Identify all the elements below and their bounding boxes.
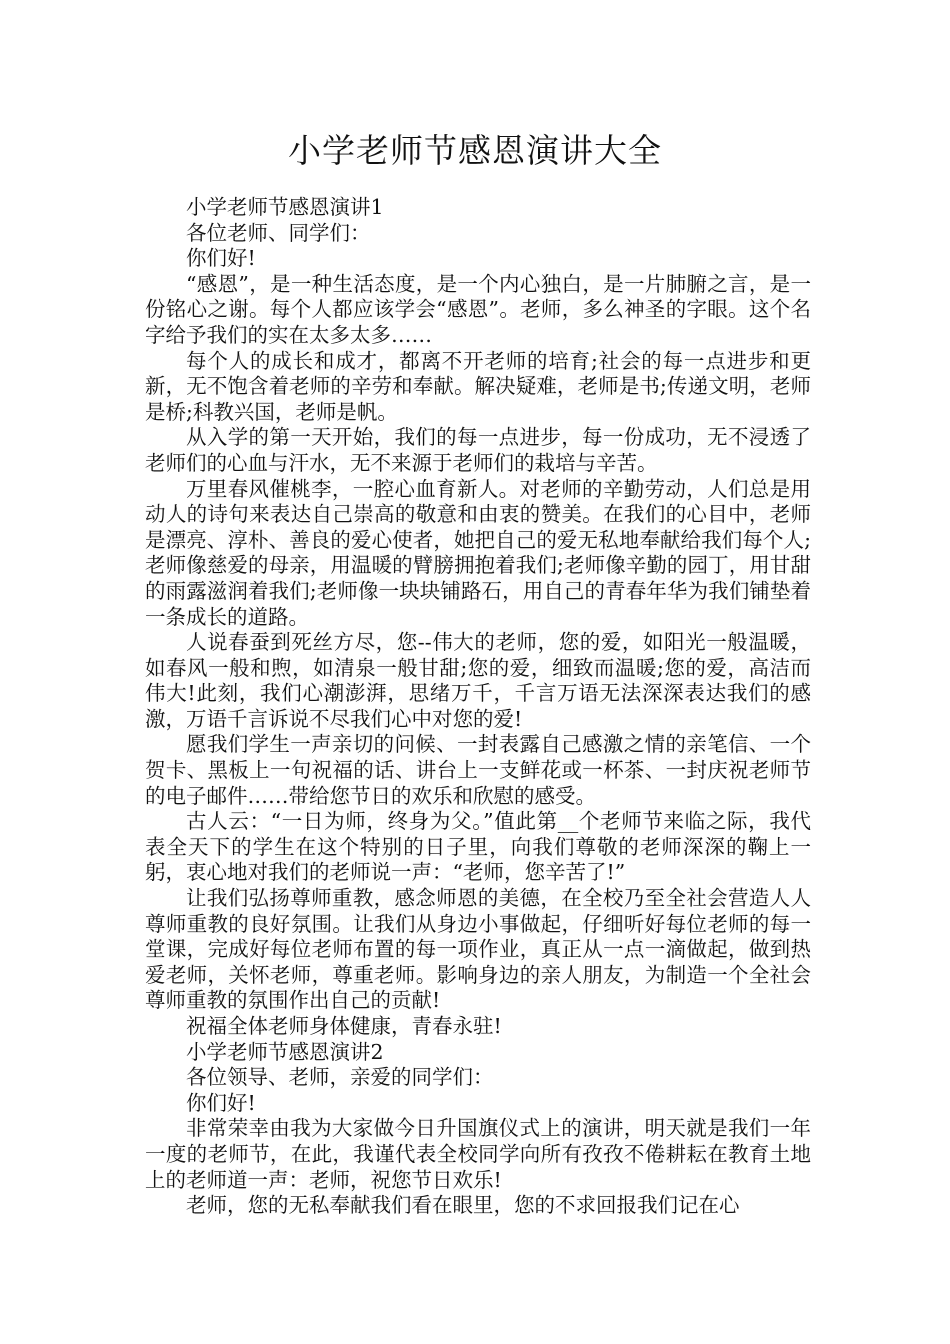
paragraph: 你们好! bbox=[186, 1090, 256, 1115]
paragraph: 祝福全体老师身体健康，青春永驻! bbox=[186, 1014, 502, 1038]
paragraph: 每个人的成长和成才，都离不开老师的培育;社会的每一点进步和更新，无不饱含着老师的辛劳和奉献。解决疑难，老师是书;传递文明，老师是桥;科教兴国，老师是帆。 bbox=[145, 348, 811, 424]
paragraph: 人说春蚕到死丝方尽，您--伟大的老师，您的爱，如阳光一般温暖，如春风一般和煦，如清泉一般甘甜;您的爱，细致而温暖;您的爱，高洁而伟大!此刻，我们心潮澎湃，思绪万千，千言万语无法深深表达我们的感激，万语千言诉说不尽我们心中对您的爱! bbox=[145, 630, 811, 731]
paragraph: 万里春风催桃李，一腔心血育新人。对老师的辛勤劳动，人们总是用动人的诗句来表达自己崇高的敬意和由衷的赞美。在我们的心目中，老师是漂亮、淳朴、善良的爱心使者，她把自己的爱无私地奉献给我们每个人;老师像慈爱的母亲，用温暖的臂膀拥抱着我们;老师像辛勤的园丁，用甘甜的雨露滋润着我们;老师像一块块铺路石，用自己的青春年华为我们铺垫着一条成长的道路。 bbox=[145, 476, 811, 629]
paragraph: 非常荣幸由我为大家做今日升国旗仪式上的演讲，明天就是我们一年一度的老师节，在此，我谨代表全校同学向所有孜孜不倦耕耘在教育土地上的老师道一声：老师，祝您节日欢乐! bbox=[145, 1116, 811, 1192]
paragraph: 从入学的第一天开始，我们的每一点进步，每一份成功，无不浸透了老师们的心血与汗水，无不来源于老师们的栽培与辛苦。 bbox=[145, 425, 811, 475]
paragraph: 各位老师、同学们： bbox=[186, 220, 371, 245]
paragraph: 让我们弘扬尊师重教，感念师恩的美德，在全校乃至全社会营造人人尊师重教的良好氛围。让我们从身边小事做起，仔细听好每位老师的每一堂课，完成好每位老师布置的每一项作业，真正从一点一滴做起，做到热爱老师，关怀老师，尊重老师。影响身边的亲人朋友，为制造一个全社会尊师重教的氛围作出自己的贡献! bbox=[145, 886, 811, 1013]
document-body bbox=[145, 195, 811, 1219]
paragraph: 你们好! bbox=[186, 246, 256, 271]
paragraph: 小学老师节感恩演讲2 bbox=[186, 1039, 384, 1064]
document-title: 小学老师节感恩演讲大全 bbox=[288, 131, 662, 170]
paragraph: “感恩”，是一种生活态度，是一个内心独白，是一片肺腑之言，是一份铭心之谢。每个人都应该学会“感恩”。老师，多么神圣的字眼。这个名字给予我们的实在太多太多…… bbox=[145, 271, 811, 347]
paragraph: 愿我们学生一声亲切的问候、一封表露自己感激之情的亲笔信、一个贺卡、黑板上一句祝福的话、讲台上一支鲜花或一杯茶、一封庆祝老师节的电子邮件……带给您节日的欢乐和欣慰的感受。 bbox=[145, 732, 811, 808]
paragraph: 各位领导、老师，亲爱的同学们： bbox=[186, 1065, 494, 1090]
paragraph: 小学老师节感恩演讲1 bbox=[186, 195, 384, 219]
paragraph: 古人云：“一日为师，终身为父。”值此第__个老师节来临之际，我代表全天下的学生在这个特别的日子里，向我们尊敬的老师深深的鞠上一躬，衷心地对我们的老师说一声：“老师，您辛苦了!” bbox=[145, 809, 811, 885]
paragraph: 老师，您的无私奉献我们看在眼里，您的不求回报我们记在心 bbox=[186, 1193, 740, 1218]
